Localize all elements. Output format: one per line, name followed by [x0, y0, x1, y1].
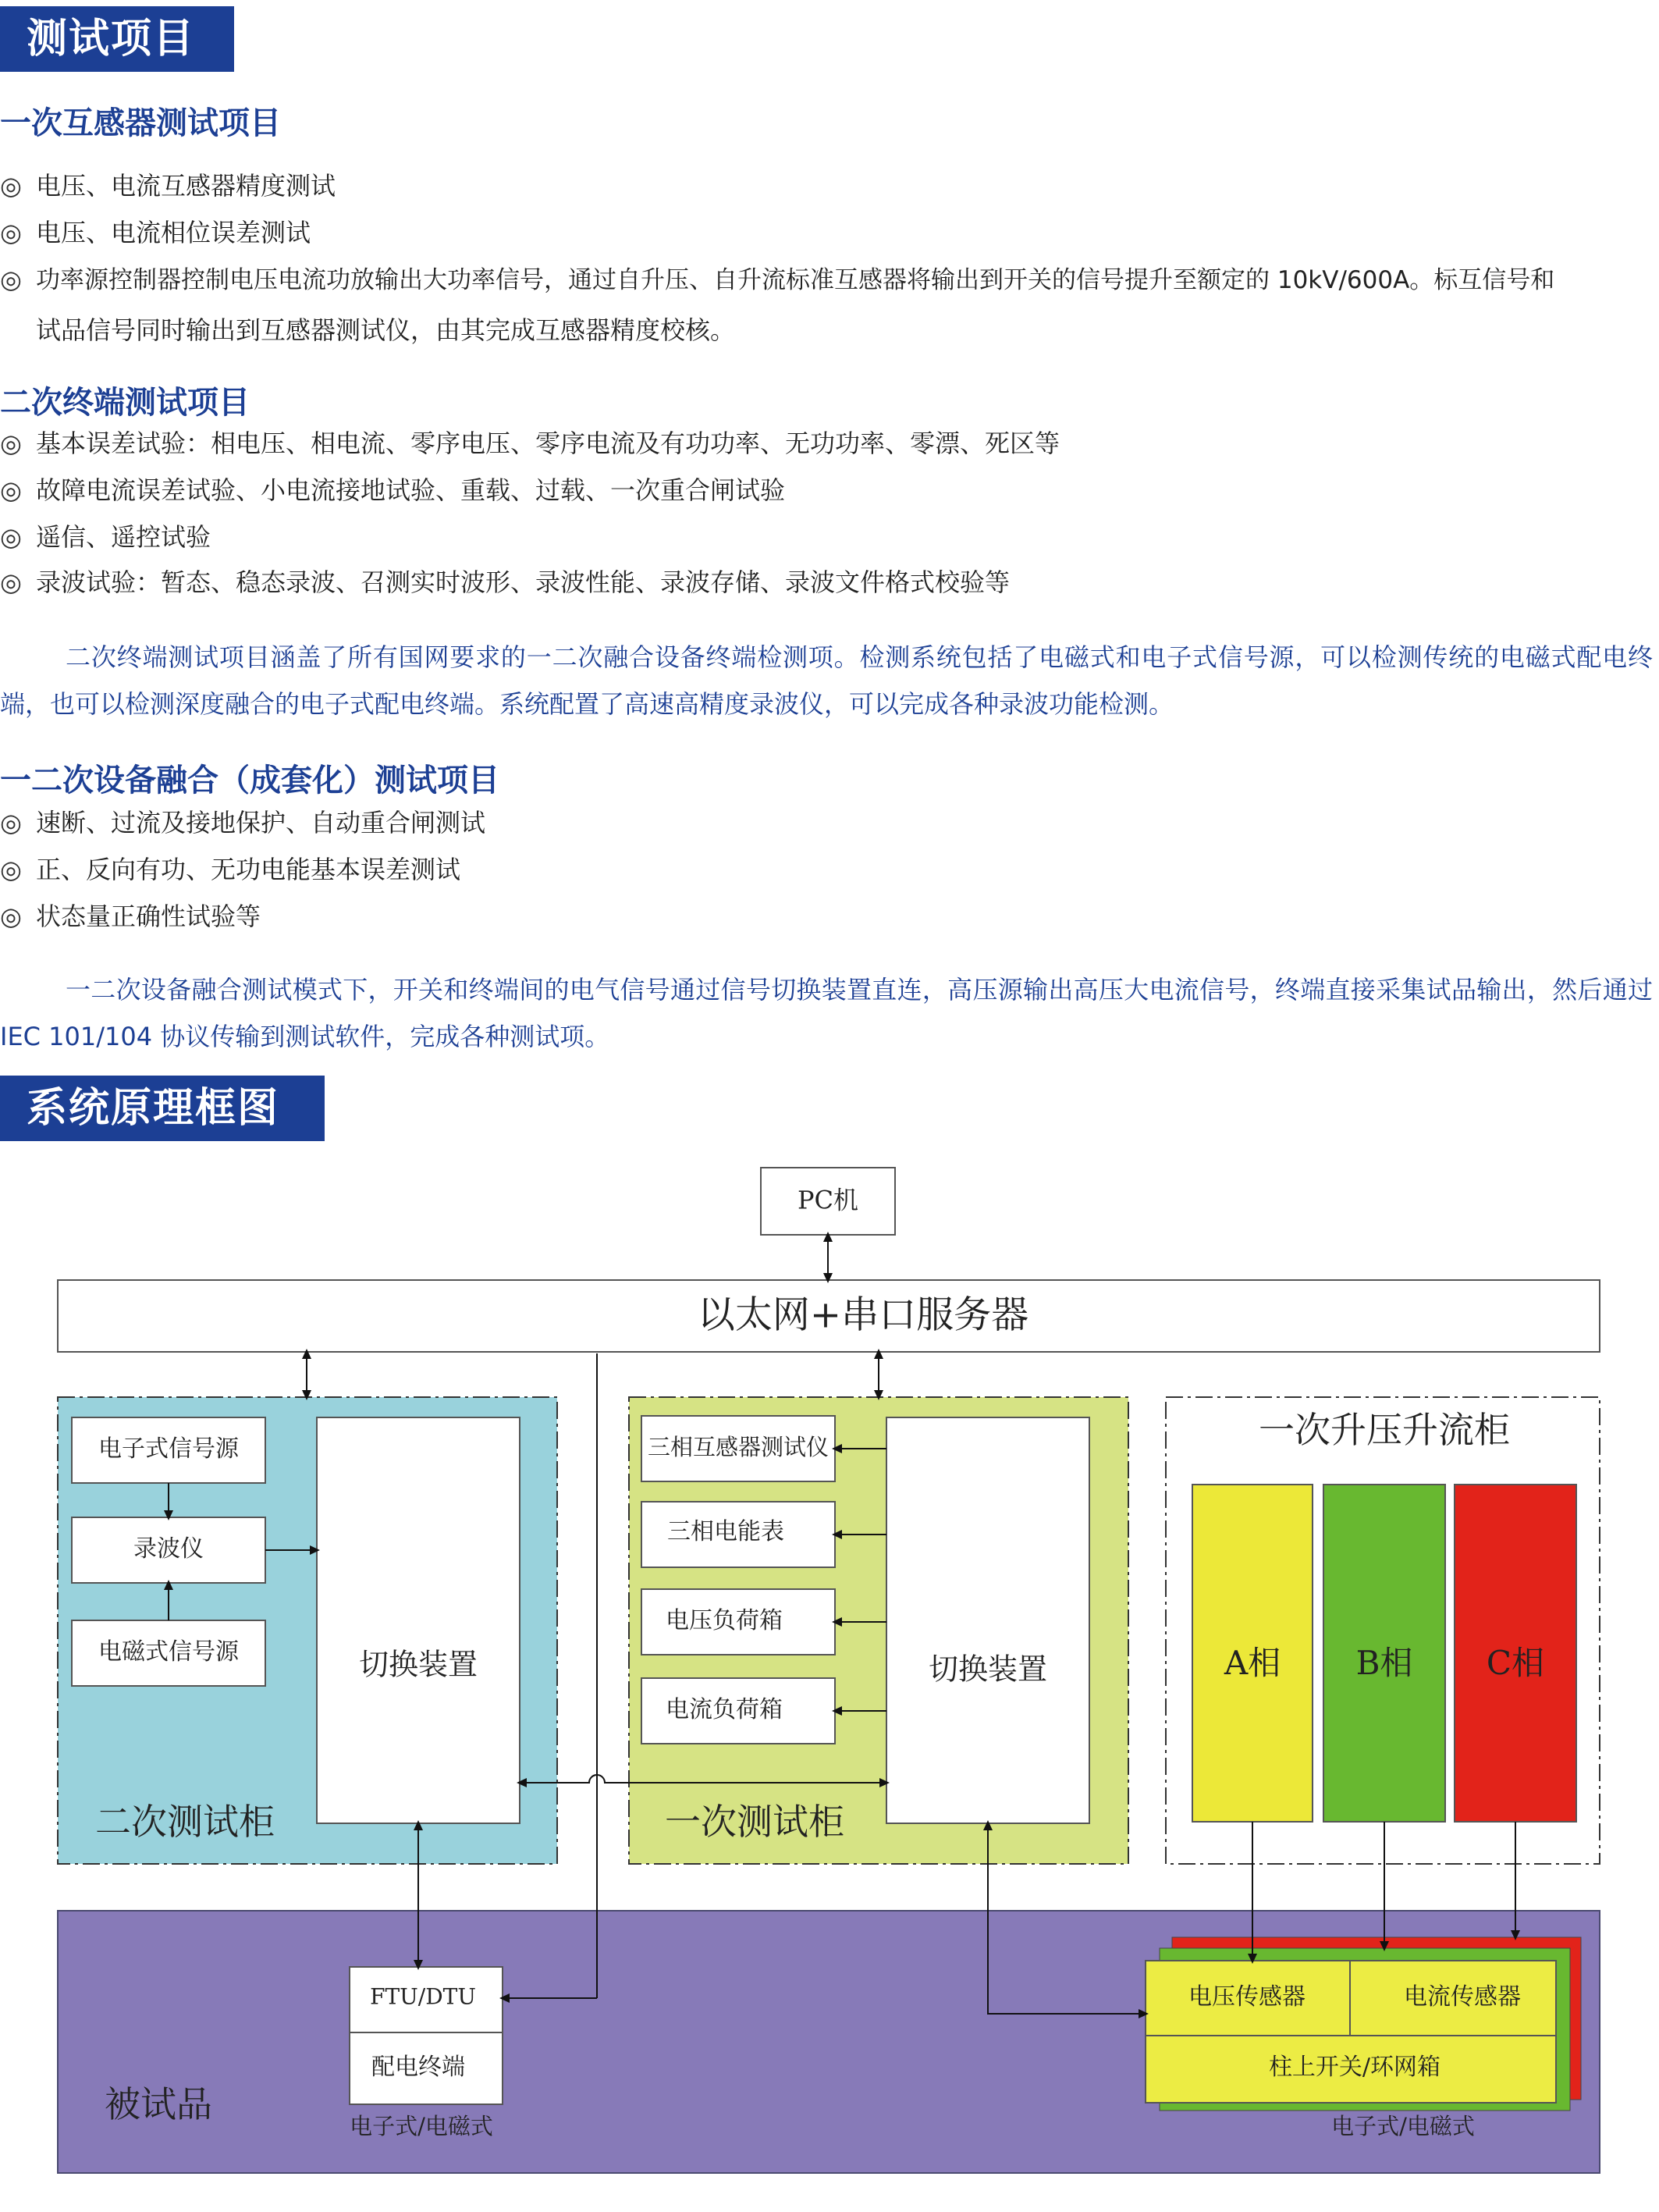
switch-caption: 电子式/电磁式 [1331, 2113, 1475, 2139]
primary-switch-label: 切换装置 [928, 1652, 1048, 1687]
list-item-text: 录波试验：暂态、稳态录波、召测实时波形、录波性能、录波存储、录波文件格式校验等 [36, 567, 1011, 597]
energy-meter-label: 三相电能表 [667, 1518, 784, 1545]
list-item-text: 遥信、遥控试验 [36, 522, 211, 552]
secondary-switch-label: 切换装置 [358, 1647, 478, 1682]
paragraph-fusion: 一二次设备融合测试模式下，开关和终端间的电气信号通过信号切换装置直连，高压源输出高压大电流信号，终端直接采集试品输出，然后通过 IEC 101/104 协议传输到测试软件，完成各种测试项。 [0, 975, 1653, 1051]
paragraph-secondary: 二次终端测试项目涵盖了所有国网要求的一二次融合设备终端检测项。检测系统包括了电磁式和电子式信号源，可以检测传统的电磁式配电终端，也可以检测深度融合的电子式配电终端。系统配置了高速高精度录波仪，可以完成各种录波功能检测。 [0, 642, 1653, 719]
list-item-text: 状态量正确性试验等 [36, 902, 261, 931]
heading-fusion: 一二次设备融合（成套化）测试项目 [0, 763, 499, 798]
bullet-icon: ◎ [0, 265, 22, 294]
secondary-switch-box [317, 1417, 520, 1823]
section-title-system-diagram: 系统原理框图 [0, 1076, 325, 1141]
bullet-icon: ◎ [0, 218, 22, 247]
bullet-icon: ◎ [0, 522, 22, 552]
voltage-sensor-label: 电压传感器 [1188, 1983, 1306, 2011]
bullet-icon: ◎ [0, 475, 22, 505]
recorder-label: 录波仪 [133, 1535, 204, 1563]
terminal-label: 配电终端 [371, 2054, 465, 2081]
secondary-cabinet-label: 二次测试柜 [95, 1801, 275, 1843]
list-item-text: 速断、过流及接地保护、自动重合闸测试 [36, 808, 486, 838]
list-item-text: 功率源控制器控制电压电流功放输出大功率信号，通过自升压、自升流标准互感器将输出到开关的信号提升至额定的 10kV/600A。标互信号和 [36, 266, 1555, 294]
pc-label: PC机 [797, 1185, 859, 1215]
phase-a-label: A相 [1224, 1644, 1281, 1682]
primary-switch-box [886, 1417, 1089, 1823]
bullet-icon: ◎ [0, 171, 22, 201]
list-item-text: 电压、电流互感器精度测试 [36, 171, 336, 201]
list-item-text: 电压、电流相位误差测试 [36, 218, 311, 247]
list-item-text: 故障电流误差试验、小电流接地试验、重载、过载、一次重合闸试验 [36, 475, 786, 505]
voltage-load-label: 电压负荷箱 [666, 1607, 783, 1634]
electronic-source-label: 电子式信号源 [98, 1435, 239, 1463]
bullet-icon: ◎ [0, 855, 22, 884]
ct-tester-label: 三相互感器测试仪 [647, 1434, 830, 1460]
electromagnetic-source-label: 电磁式信号源 [98, 1638, 239, 1666]
phase-b-label: B相 [1355, 1644, 1413, 1682]
phase-c-label: C相 [1486, 1644, 1545, 1682]
bullet-icon: ◎ [0, 567, 22, 597]
switch-box-label: 柱上开关/环网箱 [1268, 2054, 1441, 2081]
bullet-icon: ◎ [0, 808, 22, 838]
list-item-text: 正、反向有功、无功电能基本误差测试 [36, 855, 461, 884]
heading-primary-transformer: 一次互感器测试项目 [0, 105, 281, 141]
current-sensor-label: 电流传感器 [1404, 1983, 1521, 2011]
primary-cabinet-label: 一次测试柜 [665, 1801, 844, 1843]
terminal-caption: 电子式/电磁式 [350, 2113, 493, 2139]
bullet-icon: ◎ [0, 902, 22, 931]
list-item-continuation: 试品信号同时输出到互感器测试仪，由其完成互感器精度校核。 [36, 315, 736, 345]
heading-secondary-terminal: 二次终端测试项目 [0, 385, 250, 421]
section-title-test-items: 测试项目 [0, 6, 234, 72]
list-item-text: 基本误差试验：相电压、相电流、零序电压、零序电流及有功功率、无功功率、零漂、死区等 [36, 429, 1060, 458]
server-label: 以太网+串口服务器 [697, 1293, 1029, 1337]
ftu-label: FTU/DTU [370, 1983, 476, 2010]
bullet-icon: ◎ [0, 429, 22, 458]
current-load-label: 电流负荷箱 [666, 1696, 783, 1723]
dut-label: 被试品 [105, 2083, 212, 2125]
booster-cabinet-label: 一次升压升流柜 [1259, 1409, 1510, 1451]
